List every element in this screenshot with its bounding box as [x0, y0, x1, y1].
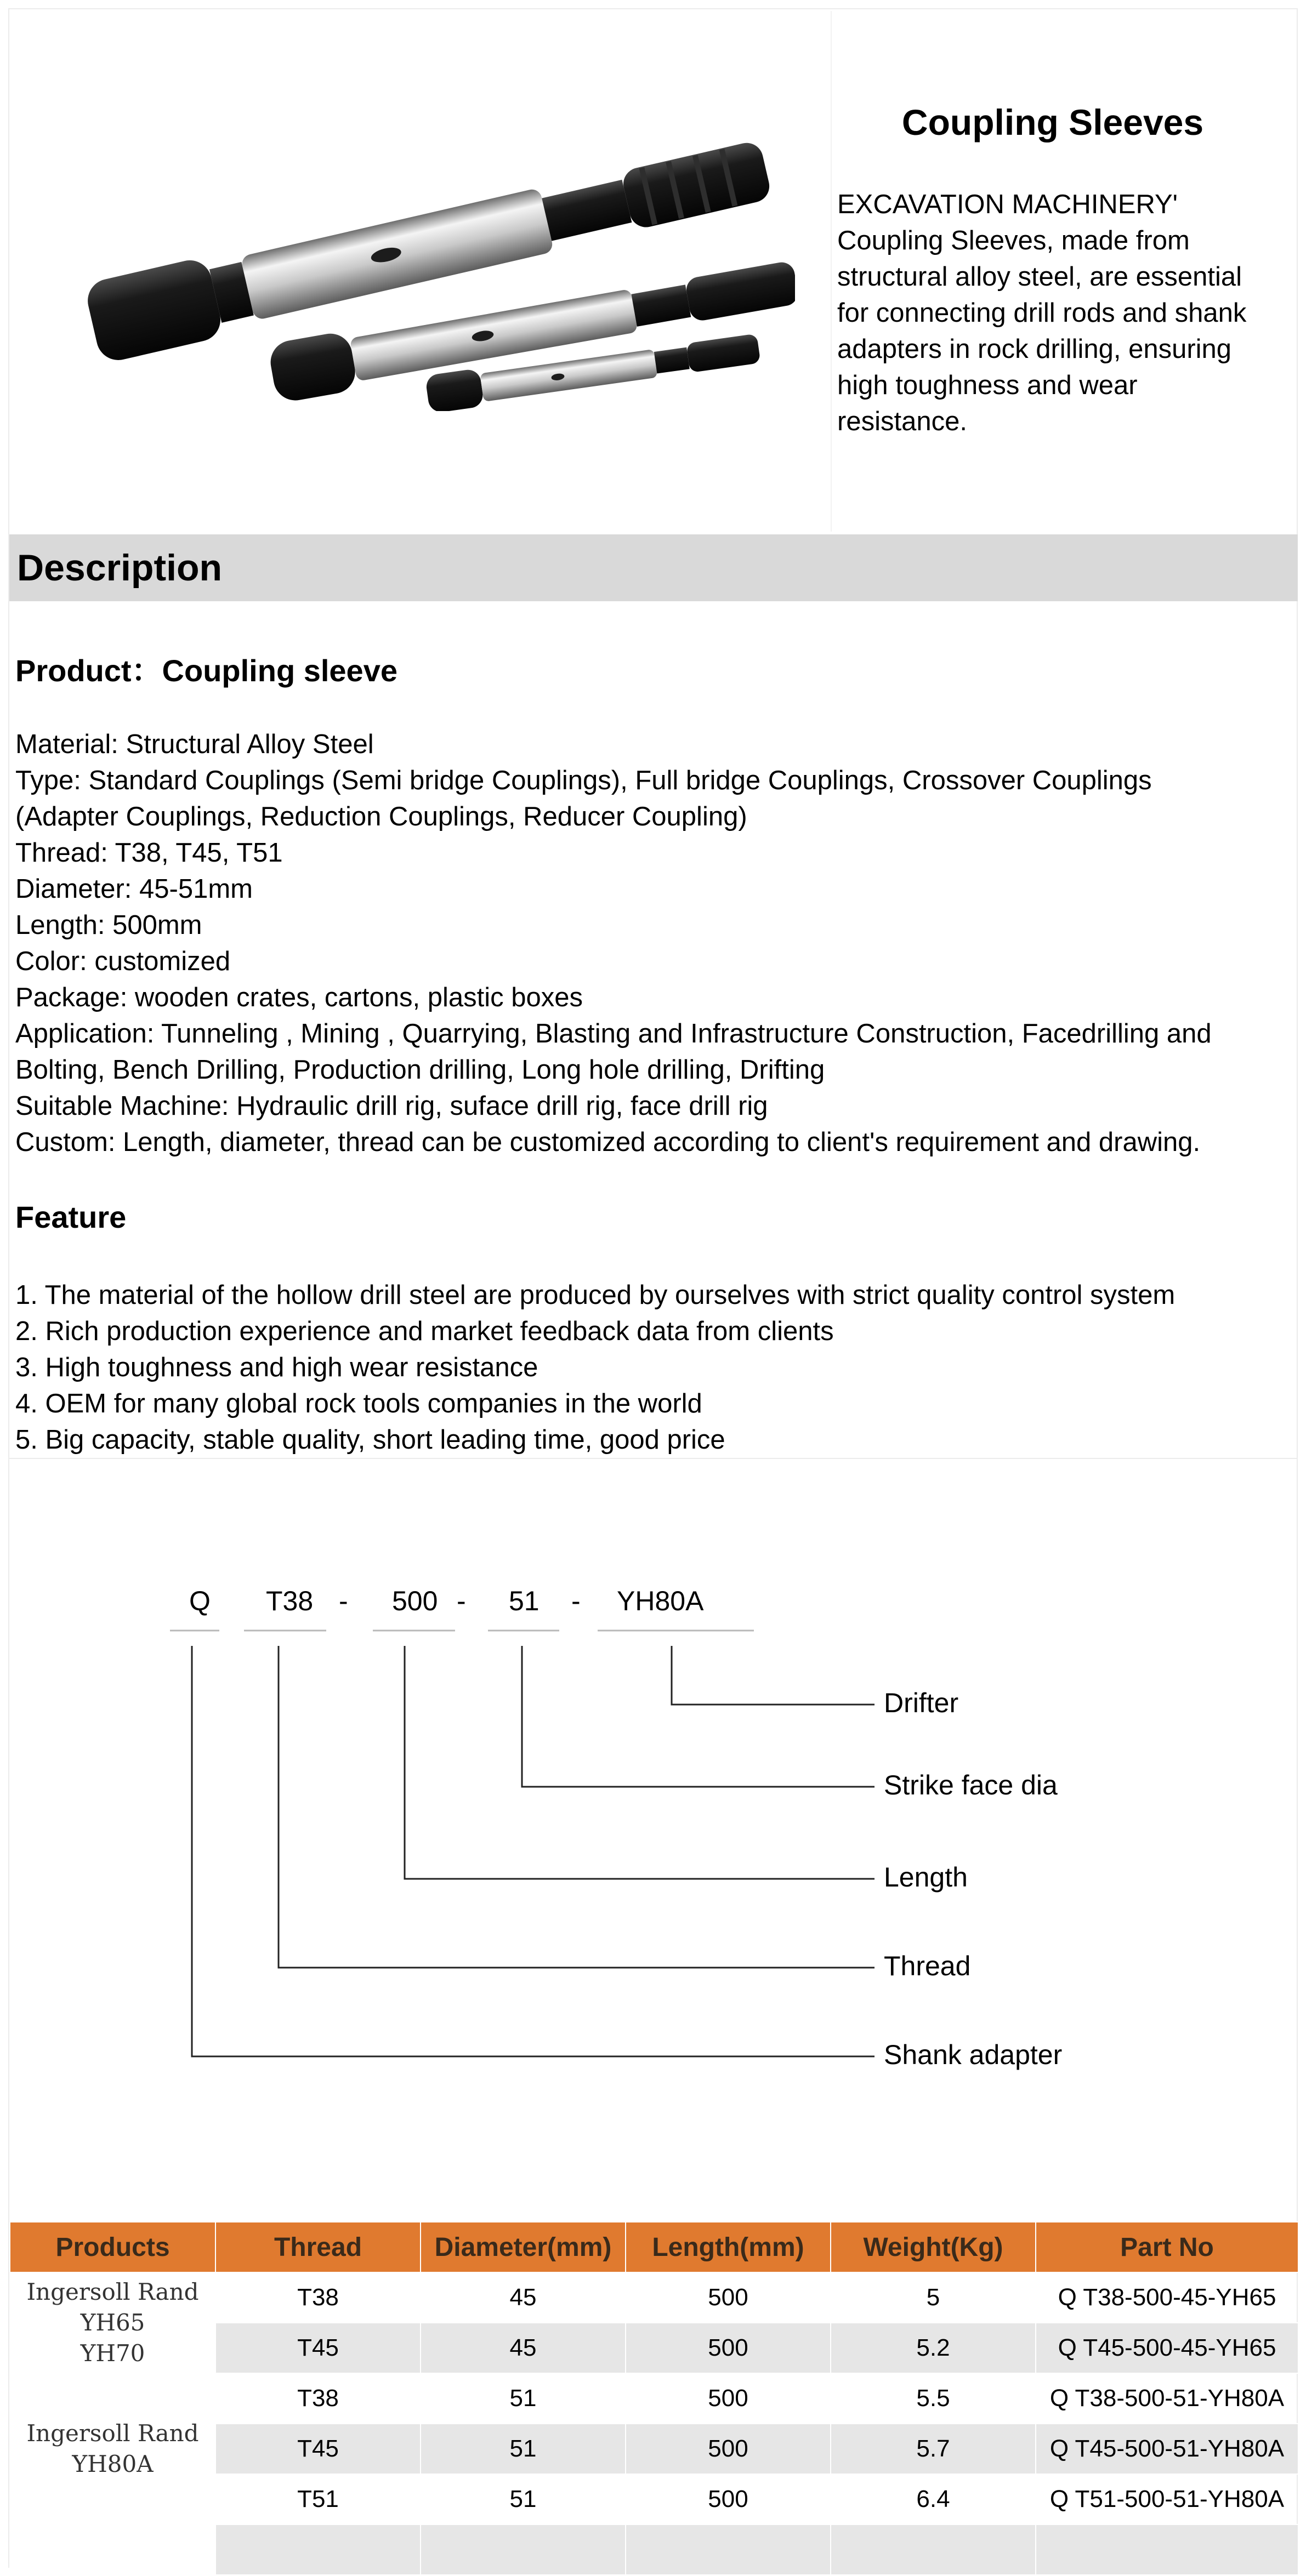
spec-line: Length: 500mm	[15, 910, 202, 940]
length-cell: 500	[626, 2323, 831, 2373]
diameter-cell: 51	[421, 2424, 626, 2474]
empty-cell	[215, 2524, 421, 2575]
feature-item: 4. OEM for many global rock tools companies in the world	[15, 1389, 702, 1418]
code-part-series: Q	[189, 1586, 211, 1616]
weight-cell: 5.2	[831, 2323, 1036, 2373]
empty-cell	[10, 2524, 215, 2575]
feature-list	[15, 1277, 1293, 1458]
label-strike-face-dia: Strike face dia	[884, 1770, 1058, 1800]
thread-cell: T45	[215, 2323, 421, 2373]
spec-line: Package: wooden crates, cartons, plastic boxes	[15, 983, 583, 1012]
diameter-cell: 45	[421, 2323, 626, 2373]
spec-line: Application: Tunneling , Mining , Quarrying, Blasting and Infrastructure Construction, Facedrilling and	[15, 1019, 1212, 1048]
description-heading: Description	[17, 547, 223, 589]
code-part-thread: T38	[266, 1586, 314, 1616]
code-separator: -	[457, 1586, 466, 1616]
code-part-drifter: YH80A	[617, 1586, 704, 1616]
hero-divider	[831, 11, 832, 532]
product-specs	[15, 726, 1293, 1160]
label-length: Length	[884, 1862, 968, 1893]
length-cell: 500	[626, 2373, 831, 2424]
col-header-thread: Thread	[215, 2222, 421, 2272]
col-header-products: Products	[10, 2222, 215, 2272]
spec-line: Diameter: 45-51mm	[15, 874, 253, 904]
product-heading: Product：Coupling sleeve	[15, 653, 398, 688]
empty-cell	[421, 2524, 626, 2575]
col-header-diameter: Diameter(mm)	[421, 2222, 626, 2272]
code-separator: -	[339, 1586, 348, 1616]
code-part-length: 500	[392, 1586, 438, 1616]
spec-line: (Adapter Couplings, Reduction Couplings, Reducer Coupling)	[15, 802, 747, 831]
label-drifter: Drifter	[884, 1688, 959, 1718]
empty-cell	[626, 2524, 831, 2575]
part-no-cell: Q T38-500-51-YH80A	[1036, 2373, 1298, 2424]
feature-heading: Feature	[15, 1200, 127, 1234]
product-image	[33, 104, 795, 411]
description-heading-bar	[9, 534, 1298, 601]
spec-line: Type: Standard Couplings (Semi bridge Couplings), Full bridge Couplings, Crossover Couplings	[15, 766, 1152, 795]
table-row	[10, 2272, 1298, 2323]
weight-cell: 6.4	[831, 2474, 1036, 2524]
part-no-cell: Q T45-500-45-YH65	[1036, 2323, 1298, 2373]
spec-line: Color: customized	[15, 947, 231, 976]
spec-line: Thread: T38, T45, T51	[15, 838, 283, 868]
weight-cell: 5.5	[831, 2373, 1036, 2424]
length-cell: 500	[626, 2424, 831, 2474]
diameter-cell: 51	[421, 2474, 626, 2524]
feature-item: 2. Rich production experience and market feedback data from clients	[15, 1317, 834, 1346]
feature-item: 1. The material of the hollow drill steel are produced by ourselves with strict quality control system	[15, 1280, 1176, 1310]
diagram-lines	[0, 1458, 1306, 2116]
thread-cell: T38	[215, 2373, 421, 2424]
col-header-part-no: Part No	[1036, 2222, 1298, 2272]
specification-table	[9, 2221, 1299, 2575]
thread-cell: T38	[215, 2272, 421, 2323]
code-separator: -	[571, 1586, 581, 1616]
part-code-diagram	[0, 1458, 1306, 2116]
product-cell: Ingersoll Rand YH65 YH70	[10, 2272, 215, 2373]
feature-item: 3. High toughness and high wear resistance	[15, 1353, 538, 1382]
weight-cell: 5.7	[831, 2424, 1036, 2474]
col-header-length: Length(mm)	[626, 2222, 831, 2272]
part-no-cell: Q T51-500-51-YH80A	[1036, 2474, 1298, 2524]
spec-line: Custom: Length, diameter, thread can be customized according to client's requirement and drawing.	[15, 1127, 1201, 1157]
length-cell: 500	[626, 2474, 831, 2524]
weight-cell: 5	[831, 2272, 1036, 2323]
table-row	[10, 2373, 1298, 2424]
length-cell: 500	[626, 2272, 831, 2323]
empty-cell	[1036, 2524, 1298, 2575]
diameter-cell: 45	[421, 2272, 626, 2323]
part-no-cell: Q T38-500-45-YH65	[1036, 2272, 1298, 2323]
label-shank-adapter: Shank adapter	[884, 2039, 1063, 2070]
diameter-cell: 51	[421, 2373, 626, 2424]
page-title: Coupling Sleeves	[901, 102, 1204, 143]
label-thread: Thread	[884, 1951, 971, 1981]
table-header-row	[10, 2222, 1298, 2272]
spec-line: Suitable Machine: Hydraulic drill rig, suface drill rig, face drill rig	[15, 1091, 768, 1121]
empty-cell	[831, 2524, 1036, 2575]
feature-item: 5. Big capacity, stable quality, short leading time, good price	[15, 1425, 725, 1455]
product-cell: Ingersoll Rand YH80A	[10, 2373, 215, 2524]
spec-line: Bolting, Bench Drilling, Production drilling, Long hole drilling, Drifting	[15, 1055, 825, 1085]
part-no-cell: Q T45-500-51-YH80A	[1036, 2424, 1298, 2474]
spec-line: Material: Structural Alloy Steel	[15, 730, 374, 759]
intro-text: EXCAVATION MACHINERY' Coupling Sleeves, made from structural alloy steel, are essential for connecting drill rods and shank adapters in rock drilling, ensuring high toughness and wear resistance.	[837, 190, 1247, 436]
col-header-weight: Weight(Kg)	[831, 2222, 1036, 2272]
thread-cell: T51	[215, 2474, 421, 2524]
thread-cell: T45	[215, 2424, 421, 2474]
code-part-diameter: 51	[509, 1586, 540, 1616]
table-row-empty	[10, 2524, 1298, 2575]
